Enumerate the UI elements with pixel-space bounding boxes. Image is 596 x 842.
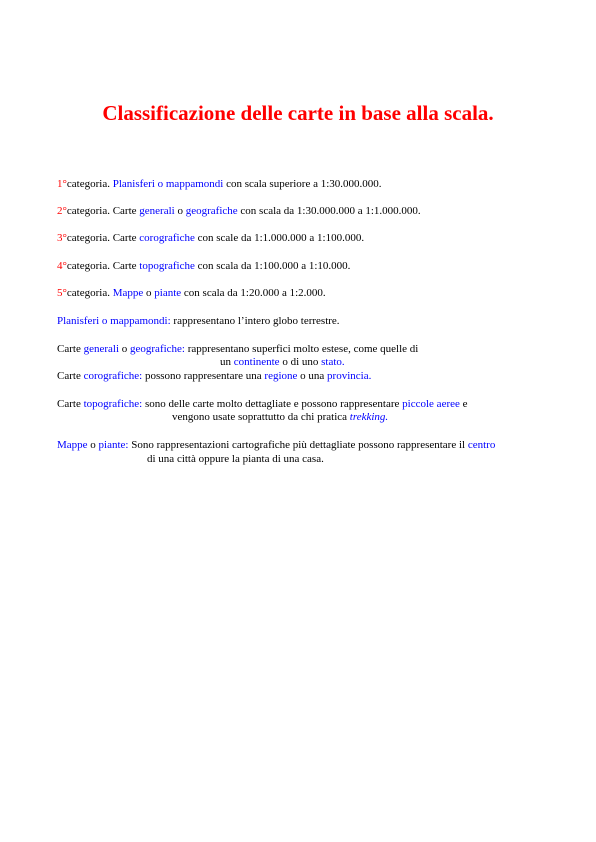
desc-highlight: continente bbox=[233, 356, 280, 368]
category-number: 5° bbox=[57, 287, 67, 299]
desc-separator: o una bbox=[297, 370, 328, 382]
category-term: generali bbox=[139, 205, 175, 217]
desc-prefix: Carte bbox=[57, 398, 84, 410]
category-scale: con scala da 1:100.000 a 1:10.000. bbox=[194, 260, 351, 272]
desc-mappe-line2 bbox=[147, 452, 324, 466]
category-scale: con scala da 1:30.000.000 a 1:1.000.000. bbox=[237, 205, 421, 217]
desc-text: un bbox=[220, 356, 234, 368]
category-2 bbox=[57, 204, 421, 218]
category-4 bbox=[57, 259, 350, 273]
desc-highlight: centro bbox=[467, 439, 496, 451]
category-label: categoria. Carte bbox=[66, 205, 140, 217]
desc-highlight: trekking. bbox=[349, 411, 389, 423]
desc-text: rappresentano l’intero globo terrestre. bbox=[170, 315, 340, 327]
desc-planisferi bbox=[57, 314, 340, 328]
desc-term: Planisferi o mappamondi: bbox=[57, 315, 171, 327]
desc-term: corografiche: bbox=[83, 370, 143, 382]
category-number: 2° bbox=[57, 205, 67, 217]
desc-highlight: provincia. bbox=[327, 370, 372, 382]
category-separator: o bbox=[143, 287, 155, 299]
desc-generali bbox=[57, 342, 418, 356]
category-label: categoria. Carte bbox=[66, 232, 140, 244]
category-label: categoria. bbox=[66, 178, 113, 190]
desc-generali-line2 bbox=[220, 355, 345, 369]
desc-separator: o bbox=[87, 439, 99, 451]
desc-term: Mappe bbox=[57, 439, 88, 451]
desc-text: rappresentano superfici molto estese, come quelle di bbox=[184, 343, 419, 355]
desc-topografiche-line2 bbox=[172, 410, 388, 424]
desc-term: topografiche: bbox=[83, 398, 143, 410]
category-label: categoria. bbox=[66, 287, 113, 299]
category-term-alt: piante bbox=[154, 287, 182, 299]
desc-mappe bbox=[57, 438, 495, 452]
desc-text: possono rappresentare una bbox=[142, 370, 265, 382]
desc-term: generali bbox=[83, 343, 120, 355]
category-number: 4° bbox=[57, 260, 67, 272]
desc-highlight: stato. bbox=[321, 356, 345, 368]
category-1 bbox=[57, 177, 382, 191]
desc-text: di una città oppure la pianta di una casa. bbox=[147, 453, 324, 465]
category-separator: o bbox=[174, 205, 186, 217]
category-term: corografiche bbox=[139, 232, 195, 244]
category-number: 3° bbox=[57, 232, 67, 244]
category-term-alt: geografiche bbox=[185, 205, 238, 217]
category-term: topografiche bbox=[139, 260, 195, 272]
desc-corografiche bbox=[57, 369, 371, 383]
category-term: Mappe bbox=[112, 287, 144, 299]
category-scale: con scala superiore a 1:30.000.000. bbox=[223, 178, 382, 190]
desc-text: vengono usate soprattutto da chi pratica bbox=[172, 411, 350, 423]
page-title: Classificazione delle carte in base alla scala. bbox=[102, 101, 494, 125]
desc-prefix: Carte bbox=[57, 370, 84, 382]
category-label: categoria. Carte bbox=[66, 260, 140, 272]
category-5 bbox=[57, 286, 326, 300]
desc-text: e bbox=[459, 398, 468, 410]
desc-highlight: piccole aeree bbox=[402, 398, 460, 410]
desc-text: o di uno bbox=[279, 356, 322, 368]
desc-term-alt: piante: bbox=[98, 439, 129, 451]
desc-text: Sono rappresentazioni cartografiche più dettagliate possono rappresentare il bbox=[128, 439, 468, 451]
desc-separator: o bbox=[119, 343, 131, 355]
category-3 bbox=[57, 231, 364, 245]
desc-term-alt: geografiche: bbox=[130, 343, 185, 355]
desc-prefix: Carte bbox=[57, 343, 84, 355]
category-term: Planisferi o mappamondi bbox=[112, 178, 224, 190]
desc-highlight: regione bbox=[264, 370, 298, 382]
desc-topografiche bbox=[57, 397, 468, 411]
desc-text: sono delle carte molto dettagliate e possono rappresentare bbox=[142, 398, 403, 410]
category-number: 1° bbox=[57, 178, 67, 190]
category-scale: con scale da 1:1.000.000 a 1:100.000. bbox=[194, 232, 365, 244]
category-scale: con scala da 1:20.000 a 1:2.000. bbox=[181, 287, 326, 299]
